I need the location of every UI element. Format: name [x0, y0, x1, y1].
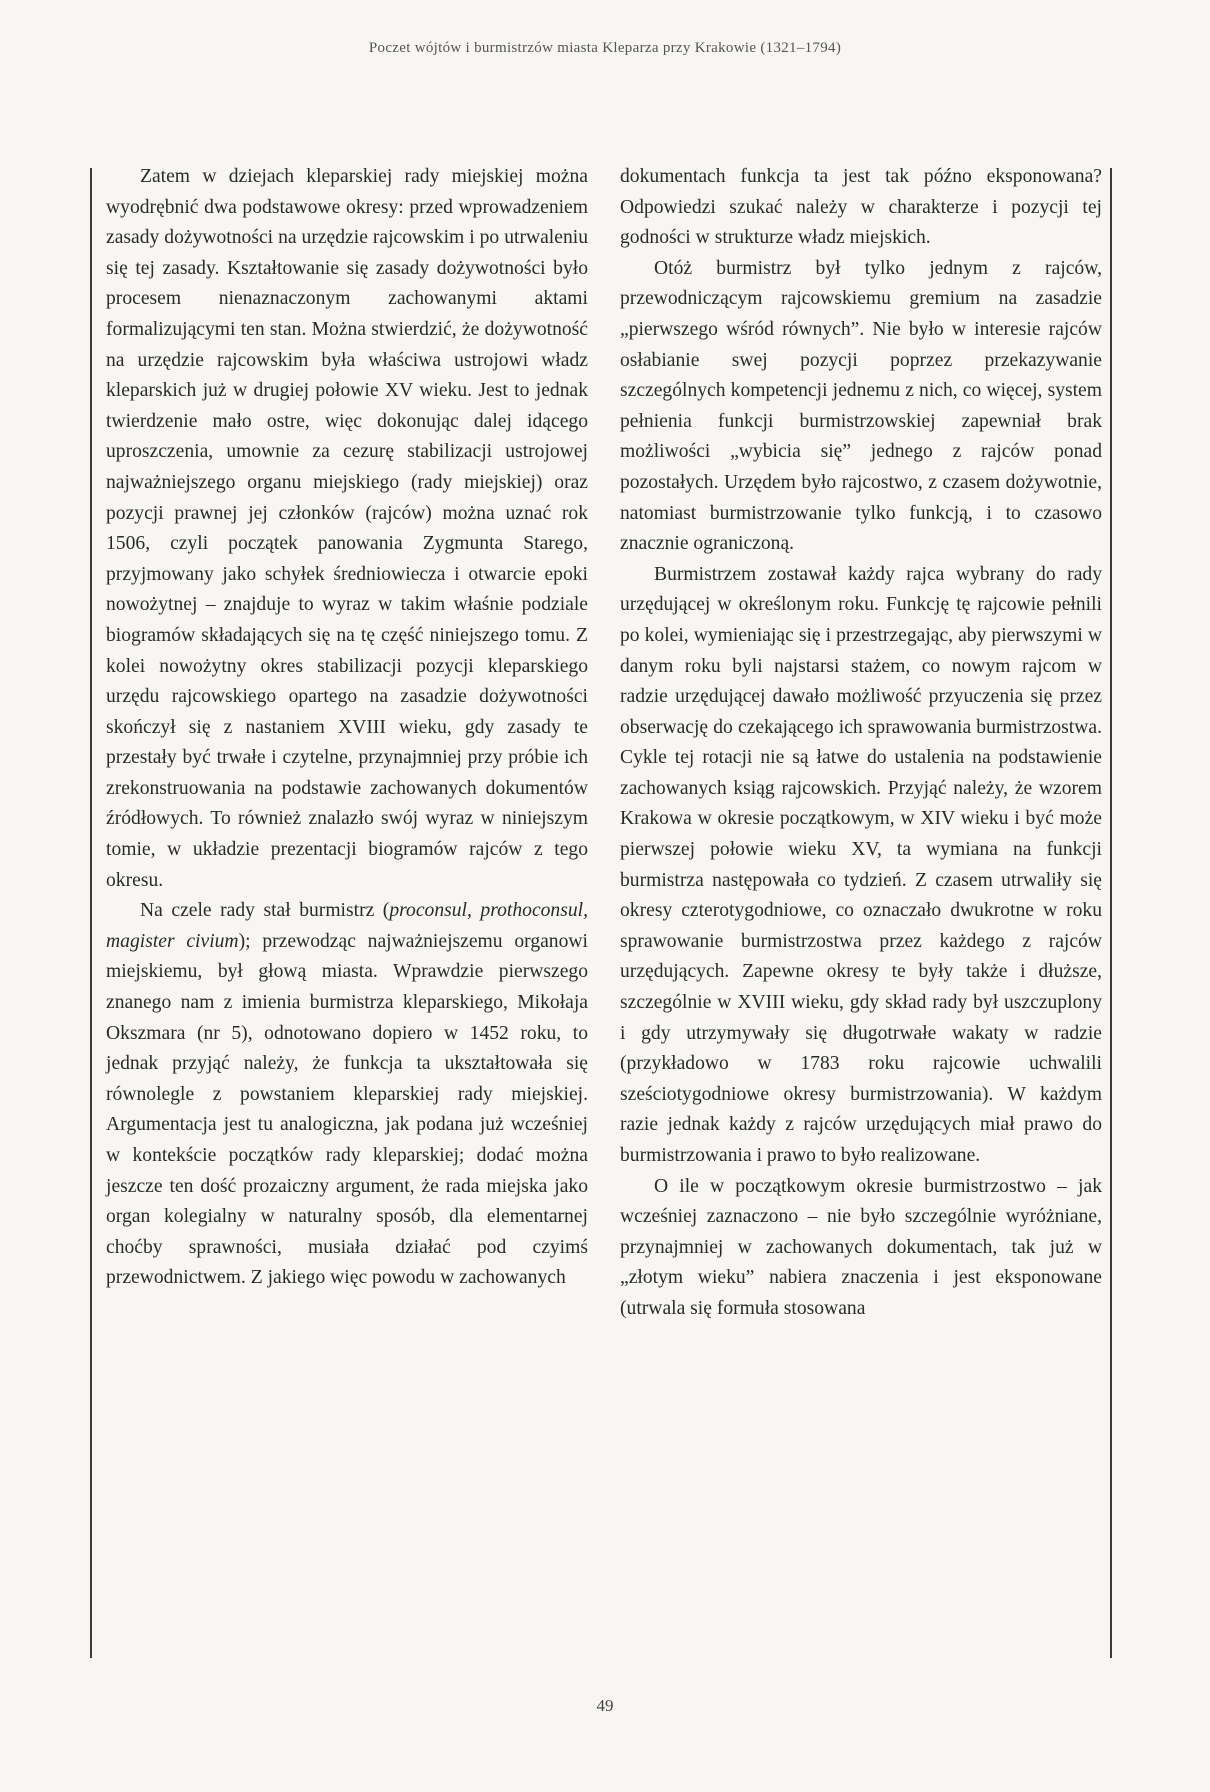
paragraph: Otóż burmistrz był tylko jednym z rajców, przewodniczącym rajcowskiemu gremium na zasadzie „pierwszego wśród równych”. Nie było w interesie rajców osłabianie swej pozycji poprzez przekazywanie szczególnych kompetencji jednemu z nich, co więcej, system pełnienia funkcji burmistrzowskiej zapewniał brak możliwości „wybicia się” jednego z rajców ponad pozostałych. Urzędem było rajcostwo, z czasem dożywotnie, natomiast burmistrzowanie tylko funkcją, i to czasowo znacznie ograniczoną. [620, 257, 1102, 555]
left-text-column [106, 162, 588, 1294]
latin-terms: proconsul, prothoconsul, magister civium [106, 900, 588, 952]
left-margin-rule [90, 168, 92, 1658]
paragraph-text: Na czele rady stał burmistrz ( [140, 900, 390, 922]
paragraph: Burmistrzem zostawał każdy rajca wybrany do rady urzędującej w określonym roku. Funkcję tę rajcowie pełnili po kolei, wymieniając się i przestrzegając, aby pierwszymi w danym roku byli najstarsi stażem, co nowym rajcom w radzie urzędującej dawało możliwość przyuczenia się przez obserwację do czekającego ich sprawowania burmistrzostwa. Cykle tej rotacji nie są łatwe do ustalenia na podstawienie zachowanych ksiąg rajcowskich. Przyjąć należy, że wzorem Krakowa w okresie początkowym, w XIV wieku i być może pierwszej połowie wieku XV, ta wymiana na funkcji burmistrza następowała co tydzień. Z czasem utrwaliły się okresy czterotygodniowe, co oznaczało dwukrotne w roku sprawowanie burmistrzostwa przez każdego z rajców urzędujących. Zapewne okresy te były także i dłuższe, szczególnie w XVIII wieku, gdy skład rady był uszczuplony i gdy utrzymywały się długotrwałe wakaty w radzie (przykładowo w 1783 roku rajcowie uchwalili sześciotygodniowe okresy burmistrzowania). W każdym razie jednak każdy z rajców urzędujących miał prawo do burmistrzowania i prawo to było realizowane. [620, 563, 1102, 1166]
right-margin-rule [1110, 168, 1112, 1658]
page-number: 49 [596, 1696, 614, 1715]
paragraph-continued: dokumentach funkcja ta jest tak późno eksponowana? Odpowiedzi szukać należy w charakterze i pozycji tej godności w strukturze władz miejskich. [620, 166, 1102, 249]
running-header: Poczet wójtów i burmistrzów miasta Kleparza przy Krakowie (1321–1794) [368, 40, 842, 56]
paragraph [106, 896, 588, 1294]
paragraph: O ile w początkowym okresie burmistrzostwo – jak wcześniej zaznaczono – nie było szczególnie wyróżniane, przynajmniej w zachowanych dokumentach, tak już w „złotym wieku” nabiera znaczenia i jest eksponowane (utrwala się formuła stosowana [620, 1175, 1102, 1319]
right-text-column [620, 162, 1102, 1325]
paragraph-text: ); przewodząc najważniejszemu organowi miejskiemu, był głową miasta. Wprawdzie pierwszego znanego nam z imienia burmistrza kleparskiego, Mikołaja Okszmara (nr 5), odnotowano dopiero w 1452 roku, to jednak przyjąć należy, że funkcja ta ukształtowała się równolegle z powstaniem kleparskiej rady miejskiej. Argumentacja jest tu analogiczna, jak podana już wcześniej w kontekście początków rady kleparskiej; dodać można jeszcze ten dość prozaiczny argument, że rada miejska jako organ kolegialny w naturalny sposób, dla elementarnej choćby sprawności, musiała działać pod czyimś przewodnictwem. Z jakiego więc powodu w zachowanych [106, 930, 588, 1289]
paragraph: Zatem w dziejach kleparskiej rady miejskiej można wyodrębnić dwa podstawowe okresy: przed wprowadzeniem zasady dożywotności na urzędzie rajcowskim i po utrwaleniu się tej zasady. Kształtowanie się zasady dożywotności było procesem nienaznaczonym zachowanymi aktami formalizującymi ten stan. Można stwierdzić, że dożywotność na urzędzie rajcowskim była właściwa ustrojowi władz kleparskich już w drugiej połowie XV wieku. Jest to jednak twierdzenie mało ostre, więc dokonując dalej idącego uproszczenia, umownie za cezurę stabilizacji ustrojowej najważniejszego organu miejskiego (rady miejskiej) oraz pozycji prawnej jej członków (rajców) można uznać rok 1506, czyli początek panowania Zygmunta Starego, przyjmowany jako schyłek średniowiecza i otwarcie epoki nowożytnej – znajduje to wyraz w takim właśnie podziale biogramów składających się na tę część niniejszego tomu. Z kolei nowożytny okres stabilizacji pozycji kleparskiego urzędu rajcowskiego opartego na zasadzie dożywotności skończył się z nastaniem XVIII wieku, gdy zasady te przestały być trwałe i czytelne, przynajmniej przy próbie ich zrekonstruowania na podstawie zachowanych dokumentów źródłowych. To również znalazło swój wyraz w niniejszym tomie, w układzie prezentacji biogramów rajców z tego okresu. [106, 166, 588, 891]
